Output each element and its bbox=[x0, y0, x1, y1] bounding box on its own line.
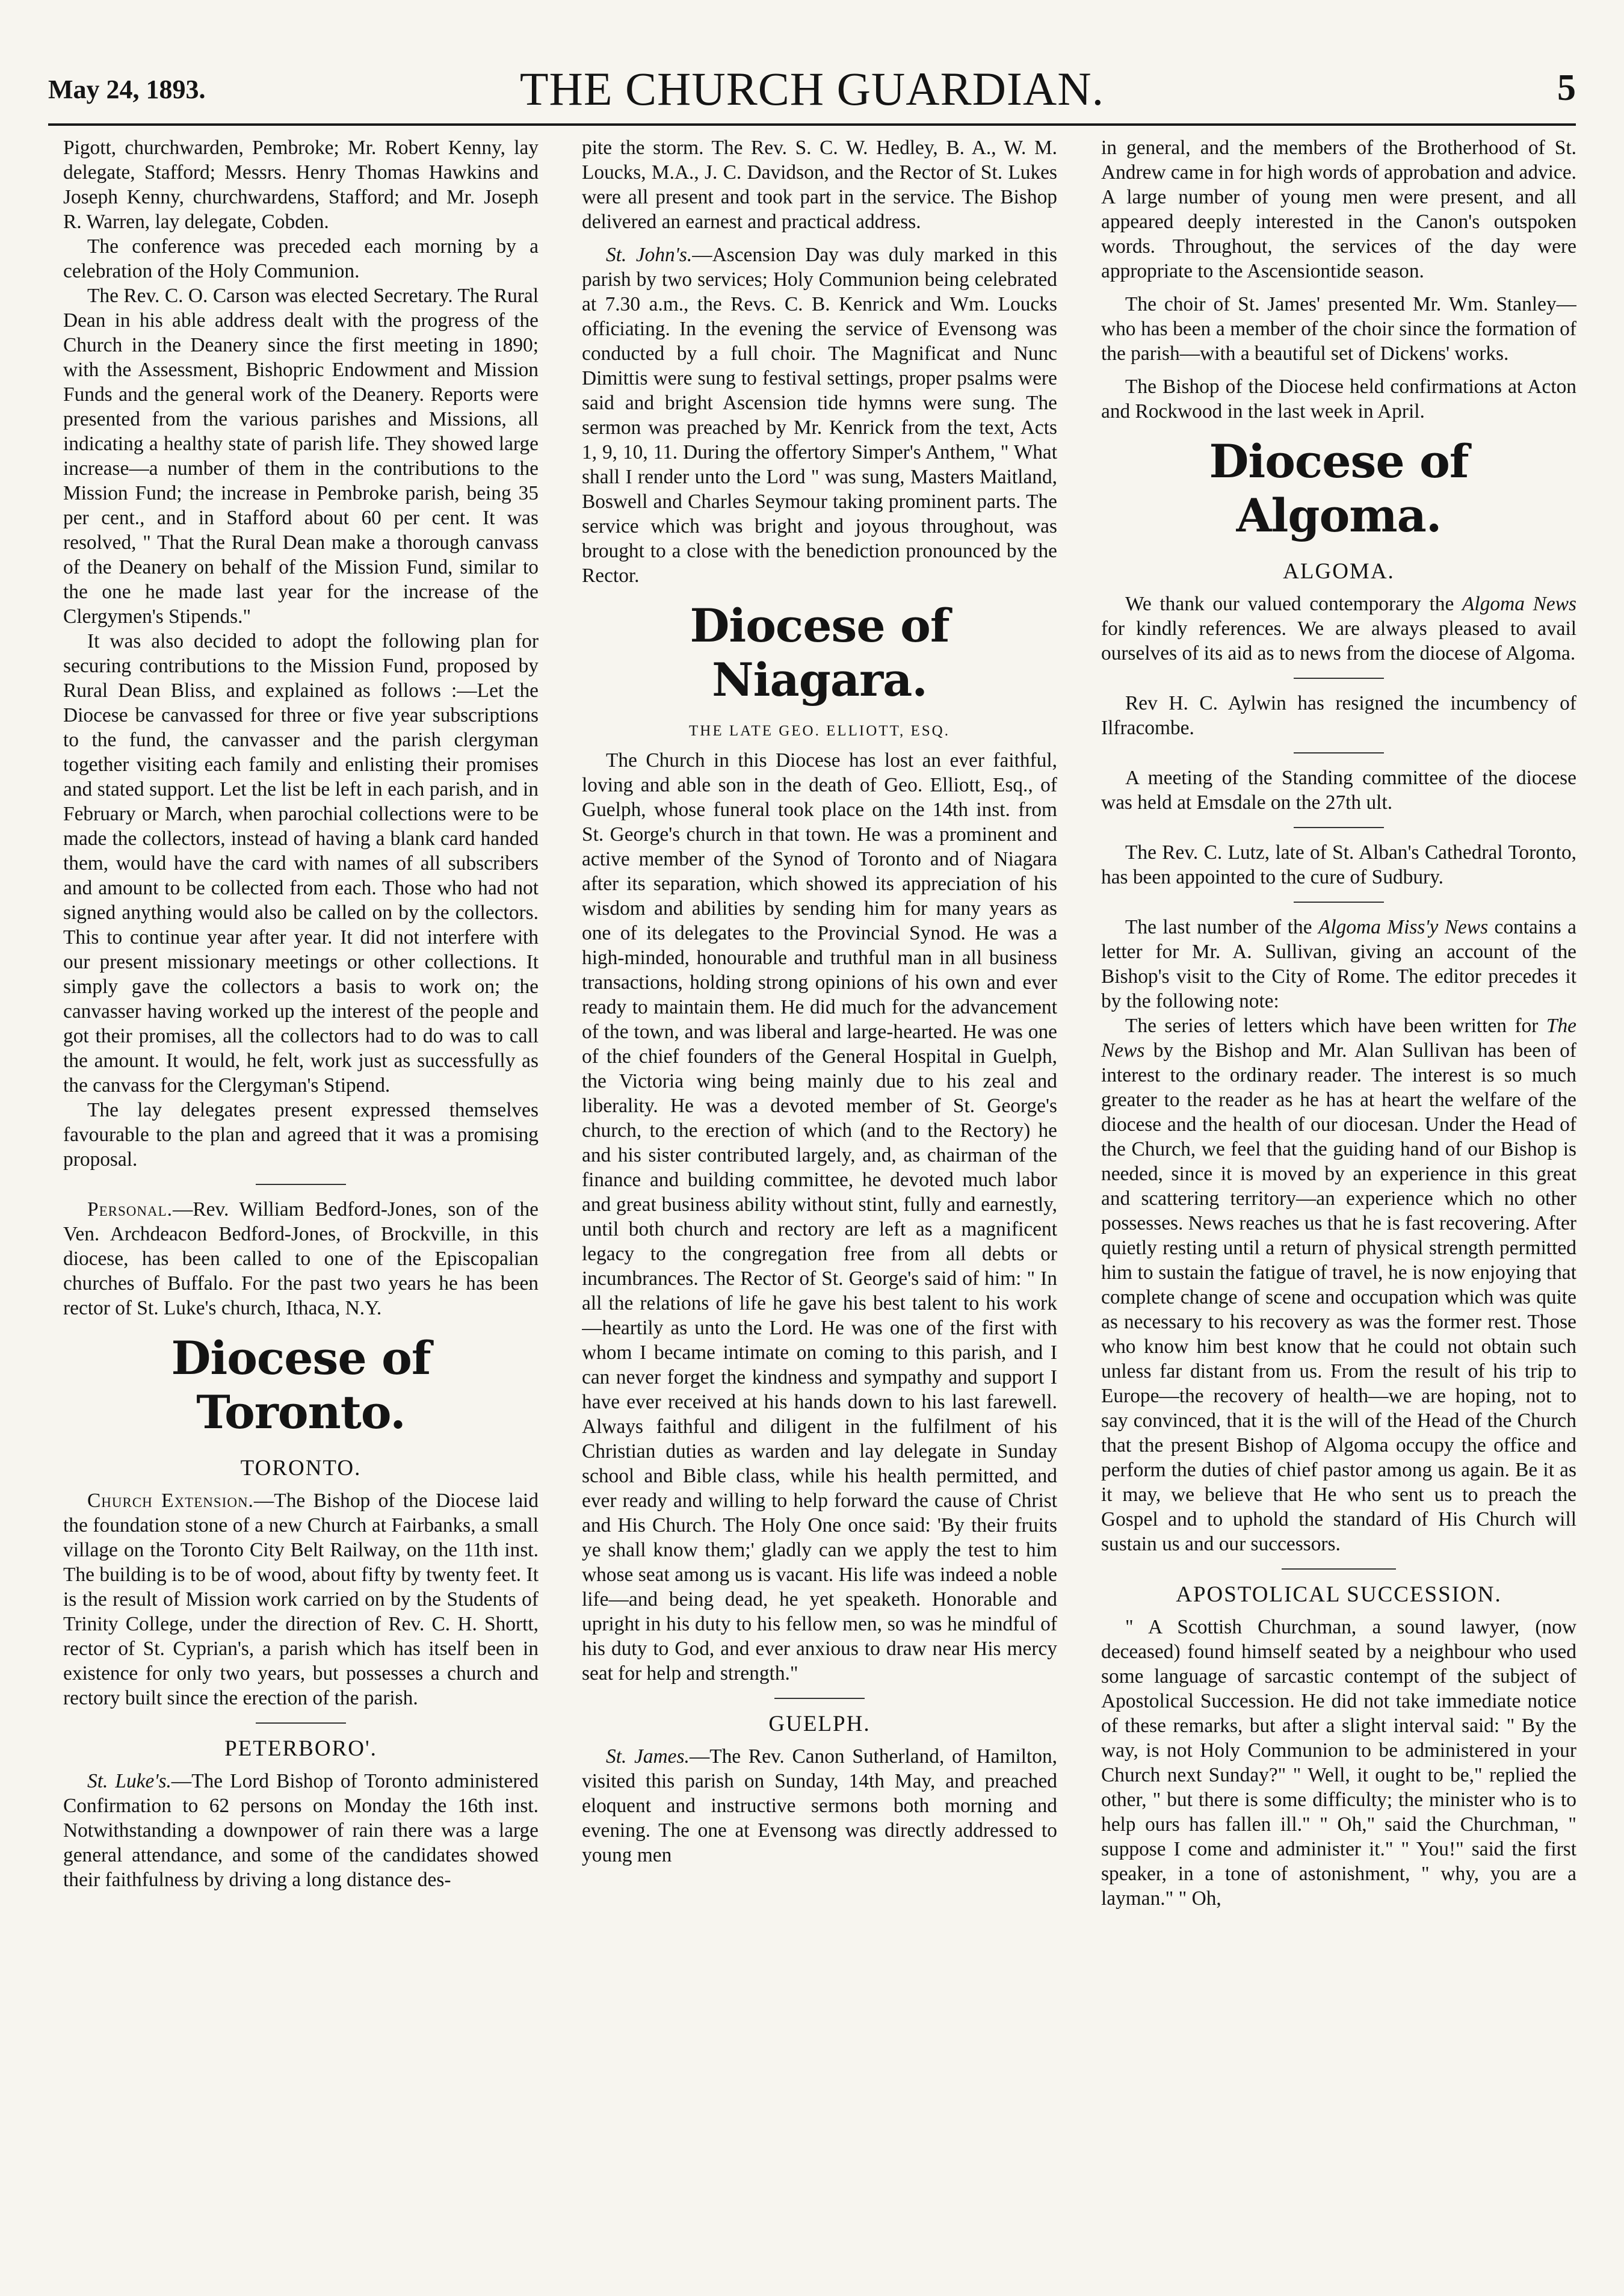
subheading-guelph: GUELPH. bbox=[768, 1712, 871, 1736]
subheading-apostolical-succession: APOSTOLICAL SUCCESSION. bbox=[1176, 1582, 1502, 1607]
paragraph-personal bbox=[63, 1197, 539, 1320]
publication-name: The News bbox=[1101, 1015, 1576, 1062]
article-columns bbox=[63, 135, 1576, 2278]
newspaper-title: THE CHURCH GUARDIAN. bbox=[519, 63, 1105, 115]
divider bbox=[1294, 902, 1384, 903]
paragraph: The choir of St. James' presented Mr. Wm. Stanley—who has been a member of the choir since the formation of the parish—with a beautiful set of Dickens' works. bbox=[1101, 293, 1576, 365]
subheading-algoma: ALGOMA. bbox=[1283, 559, 1395, 584]
paragraph: The Church in this Diocese has lost an ever faithful, loving and able son in the death of Geo. Elliott, Esq., of Guelph, whose funeral took place on the 14th inst. from St. George's church in that town. He was a prominent and active member of the Synod of Toronto and of Niagara after its separation, which showed its appreciation of his wisdom and abilities by sending him for many years as one of its delegates to the Provincial Synod. He was a high-minded, honourable and truthful man in all business transactions, holding strong opinions of his own and ever ready to maintain them. He did much for the advancement of the town, and was liberal and large-hearted. He was one of the chief founders of the General Hospital in Guelph, the Victoria wing being mainly due to his zeal and liberality. He was a devoted member of St. George's church, to the erection of which (and to the Rectory) he and his sister contributed largely, and, as chairman of the finance and building committee, he devoted much labor and great business ability without stint, fully and earnestly, until both church and rectory are left as a magnificent legacy to the congregation free from all debts or incumbrances. The Rector of St. George's said of him: " In all the relations of life he gave his best talent to his work—heartily as unto the Lord. He was one of the first with whom I became intimate on coming to this parish, and I can never forget the kindness and sympathy and support I have ever received at his hands down to his last farewell. Always faithful and diligent in the fulfilment of his Christian duties as warden and lay delegate in Sunday school and Bible class, while his health permitted, and ever ready and willing to help forward the cause of Christ and His Church. The Holy One once said: 'By their fruits ye shall know them;' gladly can we apply the test to him whose seat among us is vacant. His life was indeed a noble life—and being dead, he yet speaketh. Honorable and upright in his duty to his fellow men, so was he mindful of his duty to God, and ever anxious to draw near His mercy seat for help and strength." bbox=[582, 749, 1057, 1685]
subheading-peterboro: PETERBORO'. bbox=[224, 1736, 377, 1761]
paragraph-text: —Ascension Day was duly marked in this parish by two services; Holy Communion being celebrated at 7.30 a.m., the Revs. C. B. Kenrick and Wm. Loucks officiating. In the evening the service of Evensong was conducted by a full choir. The Magnificat and Nunc Dimittis were sung to festival settings, proper psalms were said and bright Ascension tide hymns were sung. The sermon was preached by Mr. Kenrick from the text, Acts 1, 9, 10, 11. During the offertory Simper's Anthem, " What shall I render unto the Lord " was sung, Masters Maitland, Boswell and Charles Seymour taking prominent parts. The service which was bright and joyous throughout, was brought to a close with the benediction pronounced by the Rector. bbox=[582, 244, 1057, 587]
column-3 bbox=[1101, 135, 1576, 2278]
column-1 bbox=[63, 135, 539, 2278]
paragraph-church-extension bbox=[63, 1488, 539, 1710]
paragraph: Pigott, churchwarden, Pembroke; Mr. Robert Kenny, lay delegate, Stafford; Messrs. Henry Thomas Hawkins and Joseph Kenny, churchwardens, Stafford; and Mr. Joseph R. Warren, lay delegate, Cobden. bbox=[63, 137, 539, 233]
run-in-label: St. James. bbox=[606, 1745, 690, 1768]
issue-date: May 24, 1893. bbox=[48, 75, 206, 104]
run-in-label: St. Luke's. bbox=[87, 1770, 171, 1792]
paragraph-text: —The Lord Bishop of Toronto administered Confirmation to 62 persons on Monday the 16th inst. Notwithstanding a downpower of rain there was a large general attendance, and some of the candidates showed their faithfulness by driving a long distance des- bbox=[63, 1770, 539, 1891]
run-in-label: St. John's. bbox=[606, 244, 693, 266]
paragraph-text: —The Bishop of the Diocese laid the foundation stone of a new Church at Fairbanks, a small village on the Toronto City Belt Railway, on the 11th inst. The building is to be of wood, about fifty by twenty feet. It is the result of Mission work carried on by the Students of Trinity College, under the direction of Rev. C. H. Shortt, rector of St. Cyprian's, a parish which has itself been in existence for only two years, but possesses a church and rectory built since the erection of the parish. bbox=[63, 1490, 539, 1709]
divider bbox=[256, 1722, 346, 1724]
paragraph: The Rev. C. Lutz, late of St. Alban's Cathedral Toronto, has been appointed to the cure of Sudbury. bbox=[1101, 841, 1576, 888]
paragraph-text: The series of letters which have been written for bbox=[1125, 1015, 1546, 1037]
paragraph-st-james bbox=[582, 1744, 1057, 1867]
paragraph-text: for kindly references. We are always pleased to avail ourselves of its aid as to news from the diocese of Algoma. bbox=[1101, 617, 1576, 664]
paragraph: " A Scottish Churchman, a sound lawyer, (now deceased) found himself seated by a neighbour who used some language of sarcastic contempt of the subject of Apostolical Succession. He did not take immediate notice of these remarks, but after a slight interval said: " By the way, is not Holy Communion to be administered in your Church next Sunday?" " Well, it ought to be," replied the other, " but there is some difficulty; the minister who is to help ours has fallen ill." " Oh," said the Churchman, " suppose I come and administer it." " You!" said the first speaker, in a tone of astonishment, " why, you are a layman." " Oh, bbox=[1101, 1616, 1576, 1910]
paragraph: The conference was preceded each morning by a celebration of the Holy Communion. bbox=[63, 235, 539, 282]
divider bbox=[256, 1184, 346, 1185]
section-heading-niagara: Diocese of Niagara. bbox=[690, 599, 949, 707]
paragraph-text: by the Bishop and Mr. Alan Sullivan has been of interest to the ordinary reader. The interest is so much greater to the reader as he has at heart the welfare of the diocese and the health of our diocesan. Under the Head of the Church, we feel that the guiding hand of our Bishop is needed, since it is moved by an experience in this great and scattering territory—an experience which no other possesses. News reaches us that he is fast recovering. After quietly resting until a return of physical strength permitted him to sustain the fatigue of travel, he is now enjoying that complete change of scene and occupation which was quite as necessary to his recovery as was the former rest. Those who know him best know that he could not obtain such unless far distant from us. From the result of his trip to Europe—the recovery of health—we are hoping, not to say convinced, that it is the will of the Head of the Church that the present Bishop of Algoma occupy the office and perform the duties of chief pastor among us again. Be it as it may, we believe that He who sent us to preach the Gospel and to uphold the standard of His Church will sustain us and our successors. bbox=[1101, 1039, 1576, 1555]
paragraph: in general, and the members of the Brotherhood of St. Andrew came in for high words of approbation and advice. A large number of young men were present, and all appeared deeply interested in the Canon's outspoken words. Throughout, the services of the day were appropriate to the Ascensiontide season. bbox=[1101, 137, 1576, 282]
divider bbox=[1294, 678, 1384, 679]
divider bbox=[1282, 1568, 1396, 1570]
subheading-toronto: TORONTO. bbox=[240, 1456, 362, 1481]
paragraph-text: We thank our valued contemporary the bbox=[1125, 593, 1463, 615]
paragraph: pite the storm. The Rev. S. C. W. Hedley, B. A., W. M. Loucks, M.A., J. C. Davidson, and the Rector of St. Lukes were all present and took part in the service. The Bishop delivered an earnest and practical address. bbox=[582, 137, 1057, 233]
paragraph: The Rev. C. O. Carson was elected Secretary. The Rural Dean in his able address dealt with the progress of the Church in the Deanery since the first meeting in 1890; with the Assessment, Bishopric Endowment and Mission Funds and the general work of the Deanery. Reports were presented from the various parishes and Missions, all indicating a healthy state of parish life. They showed large increase—a number of them in the contributions to the Mission Fund; the increase in Pembroke parish, being 35 per cent., and in Stafford about 60 per cent. It was resolved, " That the Rural Dean make a thorough canvass of the Deanery on behalf of the Mission Fund, similar to the one he made last year for the increase of the Clergymen's Stipends." bbox=[63, 285, 539, 628]
paragraph: The lay delegates present expressed themselves favourable to the plan and agreed that it was a promising proposal. bbox=[63, 1099, 539, 1171]
paragraph-text: contains a letter for Mr. A. Sullivan, giving an account of the Bishop's visit to the City of Rome. The editor precedes it by the following note: bbox=[1101, 916, 1576, 1012]
page-number: 5 bbox=[1557, 67, 1576, 108]
divider bbox=[1294, 752, 1384, 753]
paragraph: The Bishop of the Diocese held confirmations at Acton and Rockwood in the last week in April. bbox=[1101, 376, 1576, 422]
divider bbox=[774, 1698, 865, 1699]
paragraph bbox=[1101, 592, 1576, 666]
paragraph: A meeting of the Standing committee of the diocese was held at Emsdale on the 27th ult. bbox=[1101, 767, 1576, 814]
paragraph bbox=[1101, 1013, 1576, 1556]
publication-name: Algoma News bbox=[1462, 593, 1576, 615]
column-2 bbox=[582, 135, 1057, 2278]
paragraph: It was also decided to adopt the following plan for securing contributions to the Mission Fund, proposed by Rural Dean Bliss, and explained as follows :—Let the Diocese be canvassed for three or five year subscriptions to the fund, the canvasser and the parish clergyman together visiting each family and enlisting their promises and stated support. Let the list be left in each parish, and in February or March, when parochial collections were to be made the collectors, instead of having a blank card handed them, would have the card with names of all subscribers and amount to be collected from each. Those who had not signed anything would also be called on by the collectors. This to continue year after year. It did not interfere with our present missionary meetings or other collections. It simply gave the collectors a basis to work on; the canvasser having worked up the interest of the people and got their promises, all the collectors had to do was to call the amount. It would, he felt, work just as successfully as the canvass for the Clergyman's Stipend. bbox=[63, 630, 539, 1097]
section-heading-toronto: Diocese of Toronto. bbox=[171, 1331, 431, 1439]
paragraph-text: The last number of the bbox=[1125, 916, 1318, 938]
section-heading-algoma: Diocese of Algoma. bbox=[1209, 435, 1469, 542]
run-in-label: Personal. bbox=[87, 1198, 173, 1221]
paragraph-st-lukes bbox=[63, 1769, 539, 1892]
paragraph-text: —The Rev. Canon Sutherland, of Hamilton, visited this parish on Sunday, 14th May, and preached eloquent and instructive sermons both morning and evening. The one at Evensong was directly addressed to young men bbox=[582, 1745, 1057, 1866]
subheading-late-elliott: THE LATE GEO. ELLIOTT, ESQ. bbox=[689, 723, 950, 739]
divider bbox=[1294, 827, 1384, 828]
run-in-label: Church Extension. bbox=[87, 1490, 254, 1512]
publication-name: Algoma Miss'y News bbox=[1318, 916, 1489, 938]
masthead bbox=[48, 57, 1576, 126]
paragraph-st-johns bbox=[582, 243, 1057, 588]
paragraph: Rev H. C. Aylwin has resigned the incumbency of Ilfracombe. bbox=[1101, 692, 1576, 739]
paragraph-text: —Rev. William Bedford-Jones, son of the Ven. Archdeacon Bedford-Jones, of Brockville, in this diocese, has been called to one of the Episcopalian churches of Buffalo. For the past two years he has been rector of St. Luke's church, Ithaca, N.Y. bbox=[63, 1198, 539, 1319]
paragraph bbox=[1101, 915, 1576, 1013]
